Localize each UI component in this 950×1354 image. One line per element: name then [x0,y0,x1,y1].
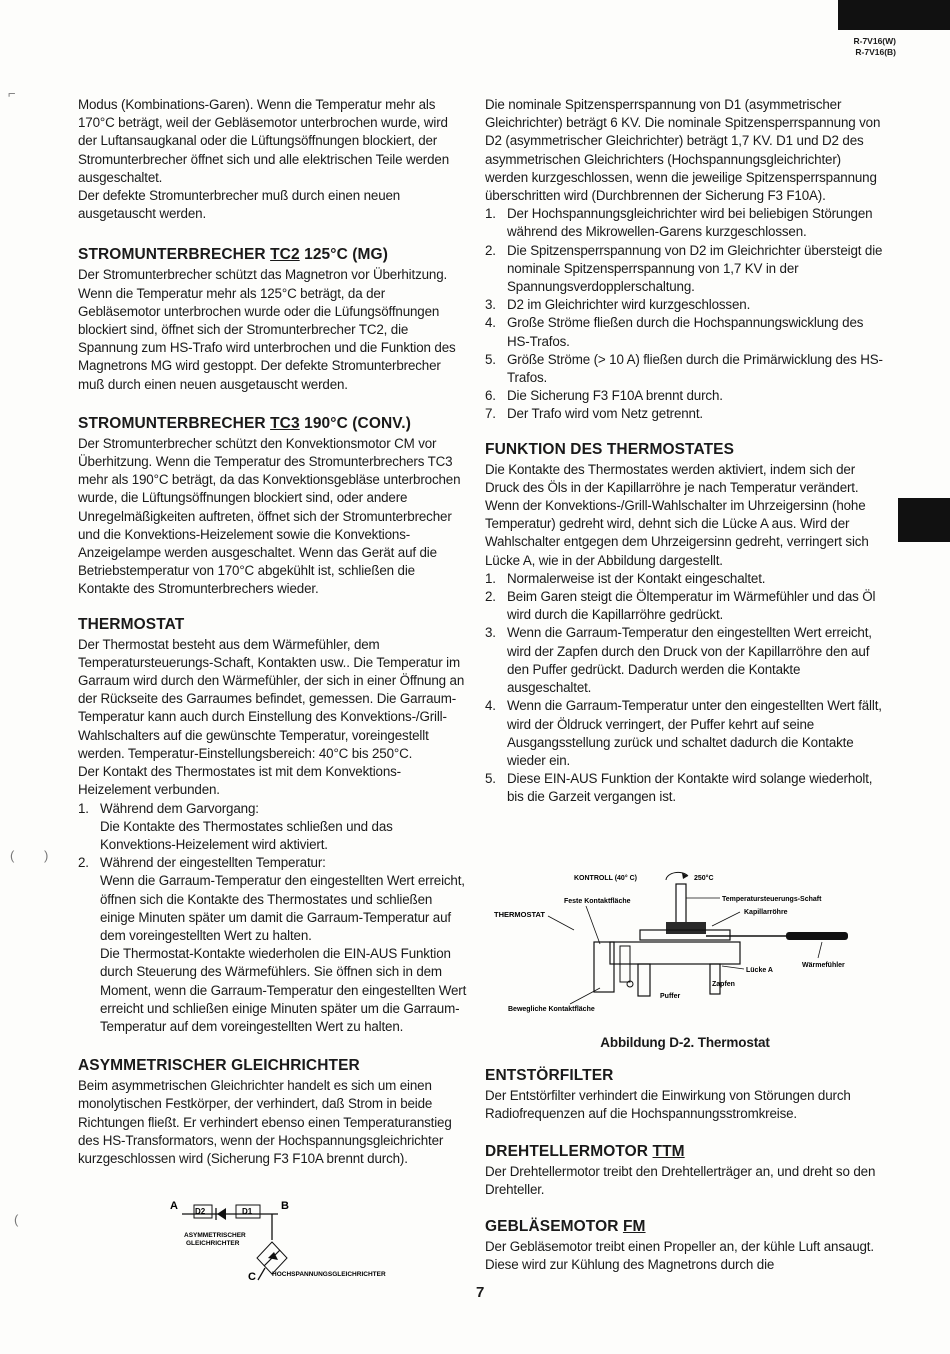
list-item: 1. Während dem Garvorgang: Die Kontakte des Thermostates schließen und das Konvektions-Heizelement wird aktiviert. [78,800,393,852]
rectifier-intro: Die nominale Spitzensperrspannung von D1 (asymmetrischer Gleichrichter) beträgt 6 KV. Die nominale Spitzensperrspannung von D2 (asymmetrischer Gleichrichter) beträgt 1,7 KV. D1 und D2 des asymmetrischen Gleichrichters (Hochspannungsgleichrichter) werden kurzgeschlossen, wenn die jeweilige Spitzensperrspannung überschritten wird (Durchbrennen der Sicherung F3 F10A). [485,97,881,204]
dreh-text: Der Drehtellermotor treibt den Drehtellerträger an, und dreht so den Drehteller. [485,1163,876,1197]
section-heading-thermostat: THERMOSTAT [78,615,185,633]
intro-paragraph: Modus (Kombinations-Garen). Wenn die Temperatur mehr als 170°C beträgt, weil der Gebläsemotor unterbrochen wurde, wird der Luftansaugkanal oder die Lüftungsöffnungen blockiert, der Stromunterbrecher öffnet sich und alle elektrischen Teile werden ausgeschaltet. [78,97,450,185]
section-heading-entstoer: ENTSTÖRFILTER [485,1067,614,1085]
list-item: 2. Beim Garen steigt die Öltemperatur im Wärmefühler und das Öl wird durch die Kapillarröhre gedrückt. [485,589,876,623]
label-d2: D2 [195,1207,206,1216]
list-item: 3. D2 im Gleichrichter wird kurzgeschlossen. [485,297,751,313]
list-item: 2. Während der eingestellten Temperatur: Wenn die Garraum-Temperatur den eingestellten Wert erreicht, öffnen sich die Kontakte des Thermostates und schließen einige Minuten später um damit die Garraum-Temperatur auf dem voreingestellten Wert zu halten. Die Thermostat-Kontakte wiederholen die EIN-AUS Funktion durch Steuerung des Wärmefühlers. Sie öffnen sich in dem Moment, wenn die Garraum-Temperatur den eingestellten Wert erreicht und schließen einige Minuten später um die Garraum-Temperatur auf dem voreingestellten Wert zu halten. [78,855,467,1034]
label-gleichrichter: GLEICHRICHTER [186,1240,240,1247]
list-item: 1. Der Hochspannungsgleichrichter wird bei beliebigen Störungen während des Mikrowellen-Garens kurzgeschlossen. [485,206,873,240]
section-heading-geblaese: GEBLÄSEMOTOR FM [485,1218,646,1236]
thermostat-text-2: Der Kontakt des Thermostates ist mit dem Konvektions-Heizelement verbunden. [78,764,401,798]
section-heading-asym: ASYMMETRISCHER GLEICHRICHTER [78,1057,360,1075]
funktion-list [485,570,885,807]
tc2-text: Der Stromunterbrecher schützt das Magnetron vor Überhitzung. Wenn die Temperatur mehr als 125°C beträgt, da der Gebläsemotor unterbrochen wurde oder die Lüfungsöffnungen blockiert sind, öffnet sich der Stromunterbrecher TC2, die Spannung zum HS-Trafo wird unterbrochen und die Funktion des Magnetrons MG wird gestoppt. Der defekte Stromunterbrecher muß durch einen neuen ausgetauscht werden. [78,267,456,392]
tc3-text: Der Stromunterbrecher schützt den Konvektionsmotor CM vor Überhitzung. Wenn die Temperatur des Stromunterbrechers TC3 mehr als 190°C beträgt, da das Konvektionsgebläse unterbrochen wurde, die Lüftungsöffnungen blockiert sind, oder andere Unregelmäßigkeiten auftreten, öffnet sich der Stromunterbrecher und die Konvektions-Heizelement sowie die Konvektions-Anzeigelampe werden ausgeschaltet. Wenn das Gerät auf die Betriebstemperatur von 170°C abgekühlt ist, schließen die Kontakte des Stromunterbrechers wieder. [78,435,461,597]
page-number: 7 [476,1284,485,1301]
label-zapfen: Zapfen [712,981,735,988]
list-item: 5. Diese EIN-AUS Funktion der Kontakte wird solange wiederholt, bis die Garzeit vergangen ist. [485,771,873,805]
list-item: 7. Der Trafo wird vom Netz getrennt. [485,406,703,422]
margin-mark: ) [44,848,49,863]
asym-text: Beim asymmetrischen Gleichrichter handelt es sich um einen monolytischen Festkörper, der verhindert, daß Strom in beide Richtungen fließt. Er verhindert ebenso einen Temperaturanstieg des HS-Transformators, wenn der Hochspannungsgleichrichter kurzgeschlossen wird (Sicherung F3 F10A brennt durch). [78,1078,452,1166]
label-thermostat: THERMOSTAT [494,910,545,919]
label-asymmetrischer: ASYMMETRISCHER [184,1232,246,1239]
thermostat-text: Der Thermostat besteht aus dem Wärmefühler, dem Temperatursteuerungs-Schaft, Kontakten usw.. Die Temperatur im Garraum wird durch den Wärmefühler, der sich in einer Öffnung an der Rückseite des Garraumes befindet, gemessen. Die Garraum-Temperatur kann auch durch Einstellung des Konvektions-/Grill-Wahlschalters auf die gewünschte Temperatur, voreingestellt werden. Temperatur-Einstellungsbereich: 40°C bis 250°C. [78,636,465,761]
label-waerme: Wärmefühler [802,962,845,969]
margin-mark: ⌐ [8,86,16,101]
margin-mark: ( [14,1212,19,1227]
list-item: 6. Die Sicherung F3 F10A brennt durch. [485,388,723,404]
entstoer-text: Der Entstörfilter verhindert die Einwirkung von Störungen durch Radiofrequenzen auf die Hochspannungsstromkreise. [485,1088,851,1122]
list-item: 4. Wenn die Garraum-Temperatur unter den eingestellten Wert fällt, wird der Öldruck verringert, der Puffer kehrt auf seine Ausgangsstellung zurück und schaltet dadurch die Kontakte wieder ein. [485,698,882,768]
thermostat-figure [490,866,880,1026]
intro-paragraph-2: Der defekte Stromunterbrecher muß durch einen neuen ausgetauscht werden. [78,188,401,222]
list-item: 5. Größe Ströme (> 10 A) fließen durch die Primärwicklung des HS-Trafos. [485,351,883,386]
list-item: 1. Normalerweise ist der Kontakt eingeschaltet. [485,570,766,586]
label-puffer: Puffer [660,993,681,1000]
right-edge-tab [898,498,950,542]
label-250: 250°C [694,875,714,882]
left-column [78,96,468,1168]
label-beweglich: Bewegliche Kontaktfläche [508,1006,595,1013]
label-schaft: Temperatursteuerungs-Schaft [722,896,822,903]
list-item: 3. Wenn die Garraum-Temperatur den eingestellten Wert erreicht, wird der Zapfen durch den Druck von der Kapillarröhre den auf den Puffer gedrückt. Dadurch werden die Kontakte ausgeschaltet. [485,625,872,696]
label-feste: Feste Kontaktfläche [564,898,631,905]
label-b: B [281,1200,289,1212]
model-line-black: R-7V16(B) [855,47,896,57]
right-column [485,96,885,807]
label-kapillar: Kapillarröhre [744,909,788,916]
label-hochspannungsgleichrichter: HOCHSPANNUNGSGLEICHRICHTER [272,1271,386,1278]
label-a: A [170,1200,178,1212]
funktion-text: Die Kontakte des Thermostates werden aktiviert, indem sich der Druck des Öls in der Kapillarröhre je nach Temperatur verändert. Wenn der Konvektions-/Grill-Wahlschalter im Uhrzeigersinn (hohe Temperatur) gedreht wird, dehnt sich die Lücke A aus. Wird der Wahlschalter entgegen dem Uhrzeigersinn gedreht, verringert sich Lücke A, wie in der Abbildung dargestellt. [485,461,869,568]
model-line-white: R-7V16(W) [853,36,896,46]
label-c: C [248,1271,256,1283]
fault-list [485,205,885,423]
geblaese-text: Der Gebläsemotor treibt einen Propeller an, der kühle Luft ansaugt. Diese wird zur Kühlung des Magnetrons durch die [485,1239,874,1273]
section-heading-dreh: DREHTELLERMOTOR TTM [485,1142,685,1160]
section-heading-tc3: STROMUNTERBRECHER TC3 190°C (CONV.) [78,414,411,432]
list-item: 2. Die Spitzensperrspannung von D2 im Gleichrichter übersteigt die nominale Spitzensperrspannung von 1,7 KV in der Spannungsverdopplerschaltung. [485,242,883,295]
top-right-tab [838,0,950,30]
model-number [853,36,896,58]
section-heading-funktion: FUNKTION DES THERMOSTATES [485,440,735,458]
label-d1: D1 [242,1207,253,1216]
rectifier-diagram [160,1192,430,1292]
margin-mark: ( [10,848,15,863]
thermostat-list [78,800,468,1037]
list-item: 4. Große Ströme fließen durch die Hochspannungswicklung des HS-Trafos. [485,315,864,349]
figure-caption: Abbildung D-2. Thermostat [600,1035,770,1050]
label-luecke: Lücke A [746,967,773,974]
label-kontroll: KONTROLL (40° C) [574,875,637,882]
right-column-lower [485,1034,885,1274]
section-heading-tc2: STROMUNTERBRECHER TC2 125°C (MG) [78,246,388,264]
